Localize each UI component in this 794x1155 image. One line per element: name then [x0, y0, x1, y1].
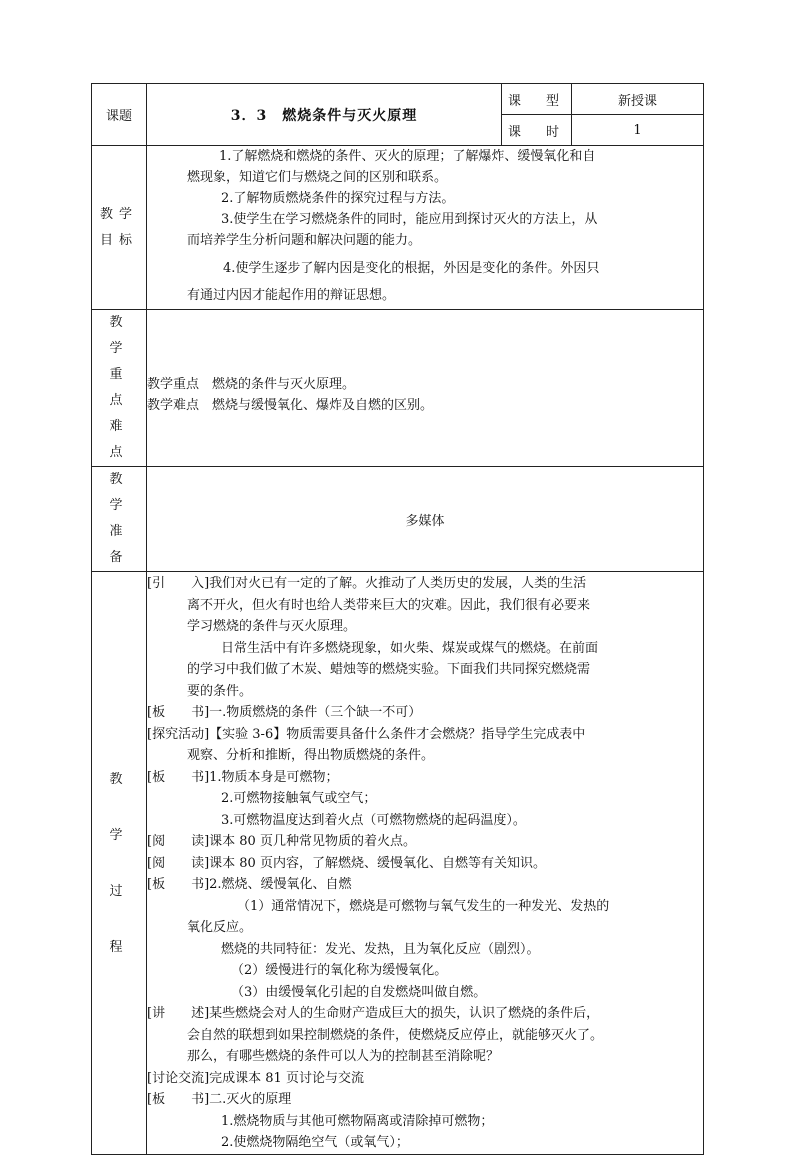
- process-line: 2.可燃物接触氧气或空气；: [221, 791, 377, 806]
- lesson-type-value: 新授课: [572, 84, 704, 115]
- objectives-label: 教学 目标: [92, 146, 147, 310]
- process-line: [讨论交流]完成课本 81 页讨论与交流: [147, 1070, 364, 1086]
- process-line: [阅 读]课本 80 页内容，了解燃烧、缓慢氧化、自燃等有关知识。: [147, 855, 546, 871]
- lesson-title: 3．3 燃烧条件与灭火原理: [147, 84, 502, 146]
- focus-content: [147, 310, 704, 467]
- objective-line: 1.了解燃烧和燃烧的条件、灭火的原理；了解爆炸、缓慢氧化和自: [219, 149, 596, 164]
- objective-line: 4.使学生逐步了解内因是变化的根据，外因是变化的条件。外因只: [223, 261, 600, 276]
- process-line: 燃烧的共同特征：发光、发热，且为氧化反应（剧烈）。: [221, 941, 540, 957]
- topic-label: 课题: [92, 84, 147, 146]
- class-hours-label: 课 时: [502, 115, 572, 146]
- process-line: [板 书]1.物质本身是可燃物；: [147, 769, 339, 785]
- process-line: 日常生活中有许多燃烧现象，如火柴、煤炭或煤气的燃烧。在前面: [221, 640, 599, 656]
- preparation-label: 教 学 准 备: [92, 467, 147, 572]
- lesson-plan-table: [91, 83, 704, 1155]
- process-line: 会自然的联想到如果控制燃烧的条件，使燃烧反应停止，就能够灭火了。: [187, 1027, 604, 1043]
- process-line: 的学习中我们做了木炭、蜡烛等的燃烧实验。下面我们共同探究燃烧需: [187, 662, 591, 677]
- process-label: 教 学 过 程: [92, 572, 147, 1155]
- difficulty: 教学难点 燃烧与缓慢氧化、爆炸及自燃的区别。: [147, 398, 434, 413]
- focus-label: 教 学 重 点 难 点: [92, 310, 147, 467]
- objective-line: 3.使学生在学习燃烧条件的同时，能应用到探讨灭火的方法上，从: [221, 212, 598, 227]
- process-line: [板 书]2.燃烧、缓慢氧化、自燃: [147, 877, 352, 892]
- objective-line: 2.了解物质燃烧条件的探究过程与方法。: [221, 191, 455, 206]
- process-line: [板 书]二.灭火的原理: [147, 1092, 292, 1107]
- process-line: 离不开火，但火有时也给人类带来巨大的灾难。因此，我们很有必要来: [187, 597, 591, 613]
- process-line: [探究活动]【实验 3-6】物质需要具备什么条件才会燃烧？指导学生完成表中: [147, 726, 586, 742]
- preparation-value: 多媒体: [147, 467, 704, 572]
- process-content: [147, 572, 704, 1155]
- process-line: [板 书]一.物质燃烧的条件（三个缺一不可）: [147, 705, 422, 720]
- process-line: [阅 读]课本 80 页几种常见物质的着火点。: [147, 834, 416, 849]
- process-line: 氧化反应。: [187, 920, 253, 935]
- process-line: 2.使燃烧物隔绝空气（或氧气）；: [221, 1135, 409, 1150]
- objective-line: 燃现象，知道它们与燃烧之间的区别和联系。: [187, 170, 448, 185]
- process-line: 1.燃烧物质与其他可燃物隔离或清除掉可燃物；: [221, 1113, 494, 1129]
- process-line: [引 入]我们对火已有一定的了解。火推动了人类历史的发展，人类的生活: [147, 576, 587, 591]
- process-line: （2）缓慢进行的氧化称为缓慢氧化。: [231, 963, 448, 978]
- process-line: （3）由缓慢氧化引起的自发燃烧叫做自燃。: [231, 984, 487, 1000]
- key-point: 教学重点 燃烧的条件与灭火原理。: [147, 377, 356, 392]
- objective-line: 有通过内因才能起作用的辩证思想。: [187, 288, 396, 303]
- process-line: 观察、分析和推断，得出物质燃烧的条件。: [187, 748, 435, 763]
- lesson-type-label: 课 型: [502, 84, 572, 115]
- process-line: （1）通常情况下，燃烧是可燃物与氧气发生的一种发光、发热的: [237, 898, 610, 914]
- process-line: 3.可燃物温度达到着火点（可燃物燃烧的起码温度）。: [221, 812, 526, 828]
- objective-line: 而培养学生分析问题和解决问题的能力。: [187, 233, 422, 248]
- process-line: [讲 述]某些燃烧会对人的生命财产造成巨大的损失，认识了燃烧的条件后，: [147, 1006, 600, 1021]
- class-hours-value: 1: [572, 115, 704, 146]
- objectives-content: [147, 146, 704, 310]
- process-line: 要的条件。: [187, 683, 253, 699]
- process-line: 学习燃烧的条件与灭火原理。: [187, 619, 357, 634]
- process-line: 那么，有哪些燃烧的条件可以人为的控制甚至消除呢？: [187, 1049, 500, 1064]
